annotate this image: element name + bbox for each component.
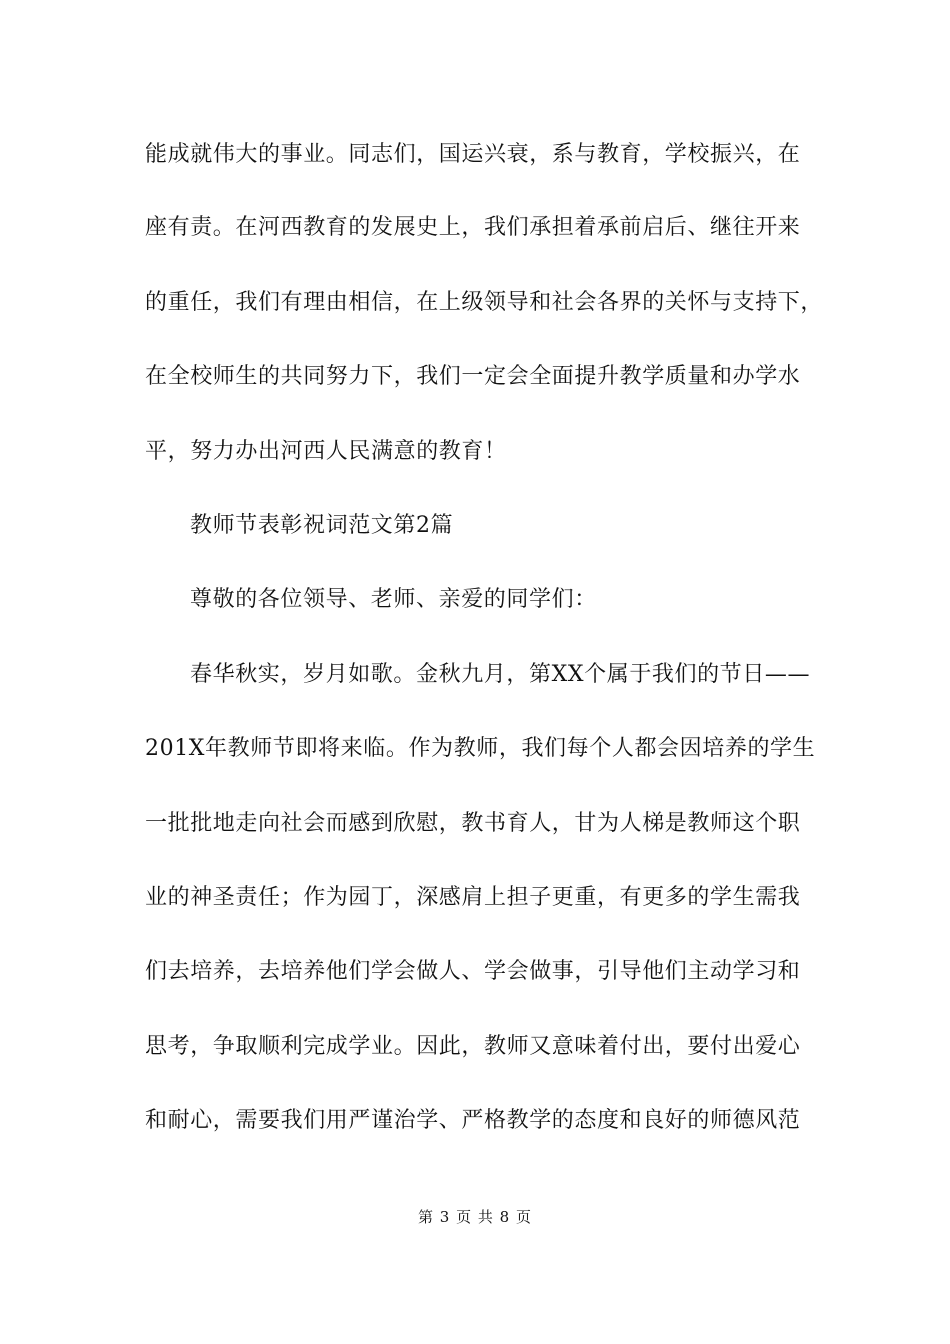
paragraph-line: 201X年教师节即将来临。作为教师，我们每个人都会因培养的学生 bbox=[145, 736, 816, 761]
paragraph-line: 业的神圣责任；作为园丁，深感肩上担子更重，有更多的学生需我 bbox=[145, 885, 801, 910]
paragraph-line: 思考，争取顺利完成学业。因此，教师又意味着付出，要付出爱心 bbox=[145, 1034, 801, 1059]
salutation-line: 尊敬的各位领导、老师、亲爱的同学们： bbox=[190, 587, 597, 612]
paragraph-line: 和耐心，需要我们用严谨治学、严格教学的态度和良好的师德风范 bbox=[145, 1108, 801, 1133]
paragraph-line: 在全校师生的共同努力下，我们一定会全面提升教学质量和办学水 bbox=[145, 364, 801, 389]
paragraph-line: 一批批地走向社会而感到欣慰，教书育人，甘为人梯是教师这个职 bbox=[145, 811, 801, 836]
section-heading: 教师节表彰祝词范文第2篇 bbox=[190, 513, 454, 538]
paragraph-line: 能成就伟大的事业。同志们，国运兴衰，系与教育，学校振兴，在 bbox=[145, 142, 801, 167]
paragraph-line: 平，努力办出河西人民满意的教育！ bbox=[145, 439, 507, 464]
paragraph-line: 们去培养，去培养他们学会做人、学会做事，引导他们主动学习和 bbox=[145, 959, 801, 984]
paragraph-line: 春华秋实，岁月如歌。金秋九月，第XX个属于我们的节日—— bbox=[190, 662, 811, 687]
page-number-footer: 第 3 页 共 8 页 bbox=[418, 1208, 532, 1226]
paragraph-line: 的重任，我们有理由相信，在上级领导和社会各界的关怀与支持下， bbox=[145, 290, 824, 315]
paragraph-line: 座有责。在河西教育的发展史上，我们承担着承前启后、继往开来 bbox=[145, 215, 801, 240]
